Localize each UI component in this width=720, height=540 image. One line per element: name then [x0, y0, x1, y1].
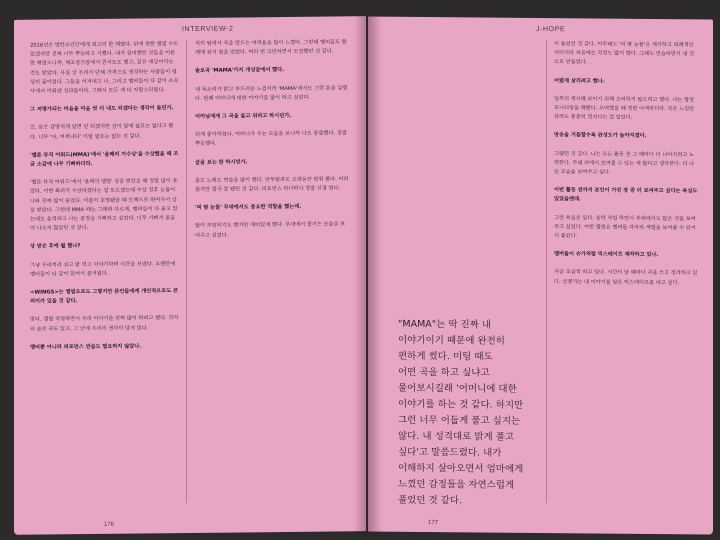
- interview-question: 방송을 거듭할수록 완성도가 높아지겠다.: [554, 132, 647, 140]
- pull-quote-line: 그런 너무 어둡게 풀고 싶지는: [398, 414, 521, 427]
- pull-quote: [398, 317, 524, 510]
- pull-quote-line: 물어보시길래 '어머니에 대한: [398, 382, 517, 395]
- column-divider: [186, 40, 187, 503]
- pull-quote-line: 풀었던 것 같다.: [398, 494, 463, 507]
- pull-quote-line: 이야기를 하는 것 같다. 하지만: [398, 398, 524, 411]
- interview-question: 멤버뿐 아니라 퍼포먼스 연습도 필요하지 않았나.: [30, 343, 142, 351]
- interview-question: 그 저평가되는 마음을 마음 컷 더 내도 되겠다는 생각이 들던가.: [30, 105, 174, 113]
- interview-answer: 되게 좋아하셨다. 어머니가 우는 모습을 보니까 나도 뭉클했다. 정말 뿌듯했다.: [195, 130, 347, 148]
- interview-answer: 그냥 우리끼리 쉬고 밥 먹고 이야기하며 시간을 보냈다. 오랜만에 멤버들이 다 같이 있어서 즐거웠다.: [30, 260, 176, 278]
- pull-quote-line: "MAMA"는 딱 진짜 내: [398, 318, 492, 331]
- interview-question: <WINGS>는 앨범으로도 그렇지만 본인들에게 개인적으로도 큰 의미가 있을 것 같다.: [30, 288, 178, 305]
- interview-answer: 직히 팀에서 곡을 만드는 어려움을 많이 느꼈다. 그런데 멤버들도 함께해 줘서 힘을 얻었다. 여러 번 고민하면서 도전했던 것 같다.: [195, 39, 347, 57]
- pull-quote-line: 어떤 곡을 하고 싶냐고: [398, 366, 490, 379]
- right-page-number: 177: [428, 520, 439, 527]
- pull-quote-line: 싶다'고 말씀드렸다. 내가: [398, 446, 502, 459]
- pull-quote-line: 편하게 썼다. 미팅 때도: [398, 350, 493, 363]
- interview-question: '멜론 뮤직 어워드(MMA)'에서 '올해의 가수상'을 수상했을 때 조금 소감에 나무 기뻐하더라.: [30, 150, 179, 168]
- interview-question: 어렸게 살리려고 했나.: [554, 77, 605, 85]
- interview-answer: 많이 부담되기도 했지만 재미있게 했다. 무대에서 즐기는 모습을 보여주고 싶었다.: [195, 221, 346, 239]
- left-page: [14, 16, 366, 535]
- left-column-2: [195, 38, 350, 249]
- interview-answer: 춤도 노래도 연습을 많이 했다. 안무팀과도 오랫동안 맞춰 봤다. 어려웠지만 결국 잘 됐던 것 같다. 퍼포먼스 하나하나 정말 신경 썼다.: [195, 176, 349, 193]
- interview-answer: 맞다. 앨범 작업하면서 우리 이야기를 진짜 많이 하려고 했다. 각자의 솔로 곡도 있고, 그 안에 우리의 생각이 담겨 있다.: [30, 315, 179, 333]
- interview-answer: 일부러 섹시해 보이기 위해 오버하지 않으려고 했다. 나는 항상 모니터링을 해봤다. 오버했을 때 정말 어색하더라. 작은 느낌만 살려도 충분히 멋지다는 걸 알았다.: [554, 95, 695, 122]
- pull-quote-line: 이야기이기 때문에 완전히: [398, 334, 505, 347]
- column-divider-right: [546, 40, 547, 503]
- interview-answer: 2016년은 방탄소년단에게 최고의 한 해였다. 뒤에 편한 앨범 수도 있겠지만 진짜 너무 뿌듯하고 기뻤다. 내가 콤비했던 것들을 이룬 한 해였으니까. 체조경기장에서 콘서트도 했고, 같은 대상이라는 것도 받았다. 사실 상 우리가 단체 가격으로 생각하는 사람들이 평상의 꿈이었다. 그들을 이겨내고 나, 그리고 멤버들이 다 같이 소속사에서 이뤄낸 성과들이다. 그래서 모든 게 다 자랑스러웠다.: [30, 41, 179, 95]
- left-page-number: 176: [104, 521, 115, 528]
- interview-answer: 내 목소리가 밝고 부드러운 느낌이라 'MAMA'에서도 그런 톤을 살렸다. 원래 어머니에 대한 이야기를 많이 하고 싶었다.: [195, 84, 348, 102]
- interview-answer: 이 들었던 것 같다. 아무래도 '피 땀 눈물'은 섹시하고 퇴폐적인 이미지라 처음에는 걱정도 많이 했다. 그래도 연습하면서 내 것으로 만들었다.: [554, 41, 695, 66]
- right-page-header: J-HOPE: [536, 25, 566, 34]
- interview-question: 이번 활동 전까지 본인이 가진 장 중 더 보여주고 싶다는 욕심도 있었을텐데.: [554, 187, 698, 203]
- left-page-header: INTERVIEW-2: [182, 25, 234, 34]
- interview-answer: 그랬던 것 같다. 나는 모든 활동 중 그 때마다 더 나아지려고 노력한다. 무대 위에서 보여줄 수 있는 게 많다고 생각한다. 더 나은 모습을 보여주고 싶다.: [554, 150, 695, 176]
- pull-quote-line: 느꼈던 감정들을 자연스럽게: [398, 478, 515, 491]
- interview-question: 멤버들이 슈가처럼 믹스테이프 제작하고 있나.: [554, 251, 659, 259]
- interview-question: 솔로곡 'MAMA'가지 개성잠에서 했다.: [195, 67, 285, 75]
- interview-question: 글을 보는 한 하시던가.: [195, 159, 248, 166]
- interview-answer: 그런 욕심은 있다. 음악 작업 하면서 무대에서도 많은 것을 보여주고 싶었다. 이번 앨범은 멤버들 각자의 색깔을 보여줄 수 있어서 좋았다.: [554, 214, 696, 240]
- pull-quote-line: 않다. 내 성격대로 밝게 풀고: [398, 430, 515, 443]
- interview-question: 어머님에게 그 곡을 들고 뒤따고 하시던가.: [195, 112, 292, 120]
- pull-quote-line: 이해하지 살아오면서 엄마에게: [398, 462, 524, 475]
- interview-question: 상 받은 후에 뭘 했나?: [30, 243, 81, 251]
- interview-answer: '멜론 뮤직 어워드'에서 '올해의 앨범' 상을 받았을 때 정말 많이 울었다. 이번 화려지 수상하겠다는 걸 모르겠는데 수상 전후 눈물이 나와 진짜 많이 울었다. 이름이 호명됐을 때 트랙으로 뛰어가서 상을 받았다. 그런데 MMA 때는 그래봐 다르게, 멤버들이 다 울고 있는데도 울컥하고 나는 중정을 기뻐하고 싶었다. 너무 기뻐서 울음이 나오지 않았던 것 같다.: [30, 178, 178, 232]
- left-column-1: [30, 40, 180, 362]
- right-column: [554, 40, 699, 297]
- book-gutter-shadow: [354, 14, 382, 534]
- interview-answer: 응, 음은 감방지게 달면 민 되겠지만 감이 앞에 필요는 없다고 봤다. 너무 '아, 어쩌냐다' 이럴 필요는 없는 것 같다.: [30, 123, 174, 141]
- interview-question: '피 땀 눈물' 무대에서도 중요한 역할을 했는데.: [195, 204, 302, 212]
- interview-answer: 지금 조금씩 하고 있다. 시간이 날 때마다 곡을 쓰고 정리하고 있다. 언젠가는 내 이야기를 담은 믹스테이프를 내고 싶다.: [554, 269, 698, 286]
- right-page: [368, 16, 713, 534]
